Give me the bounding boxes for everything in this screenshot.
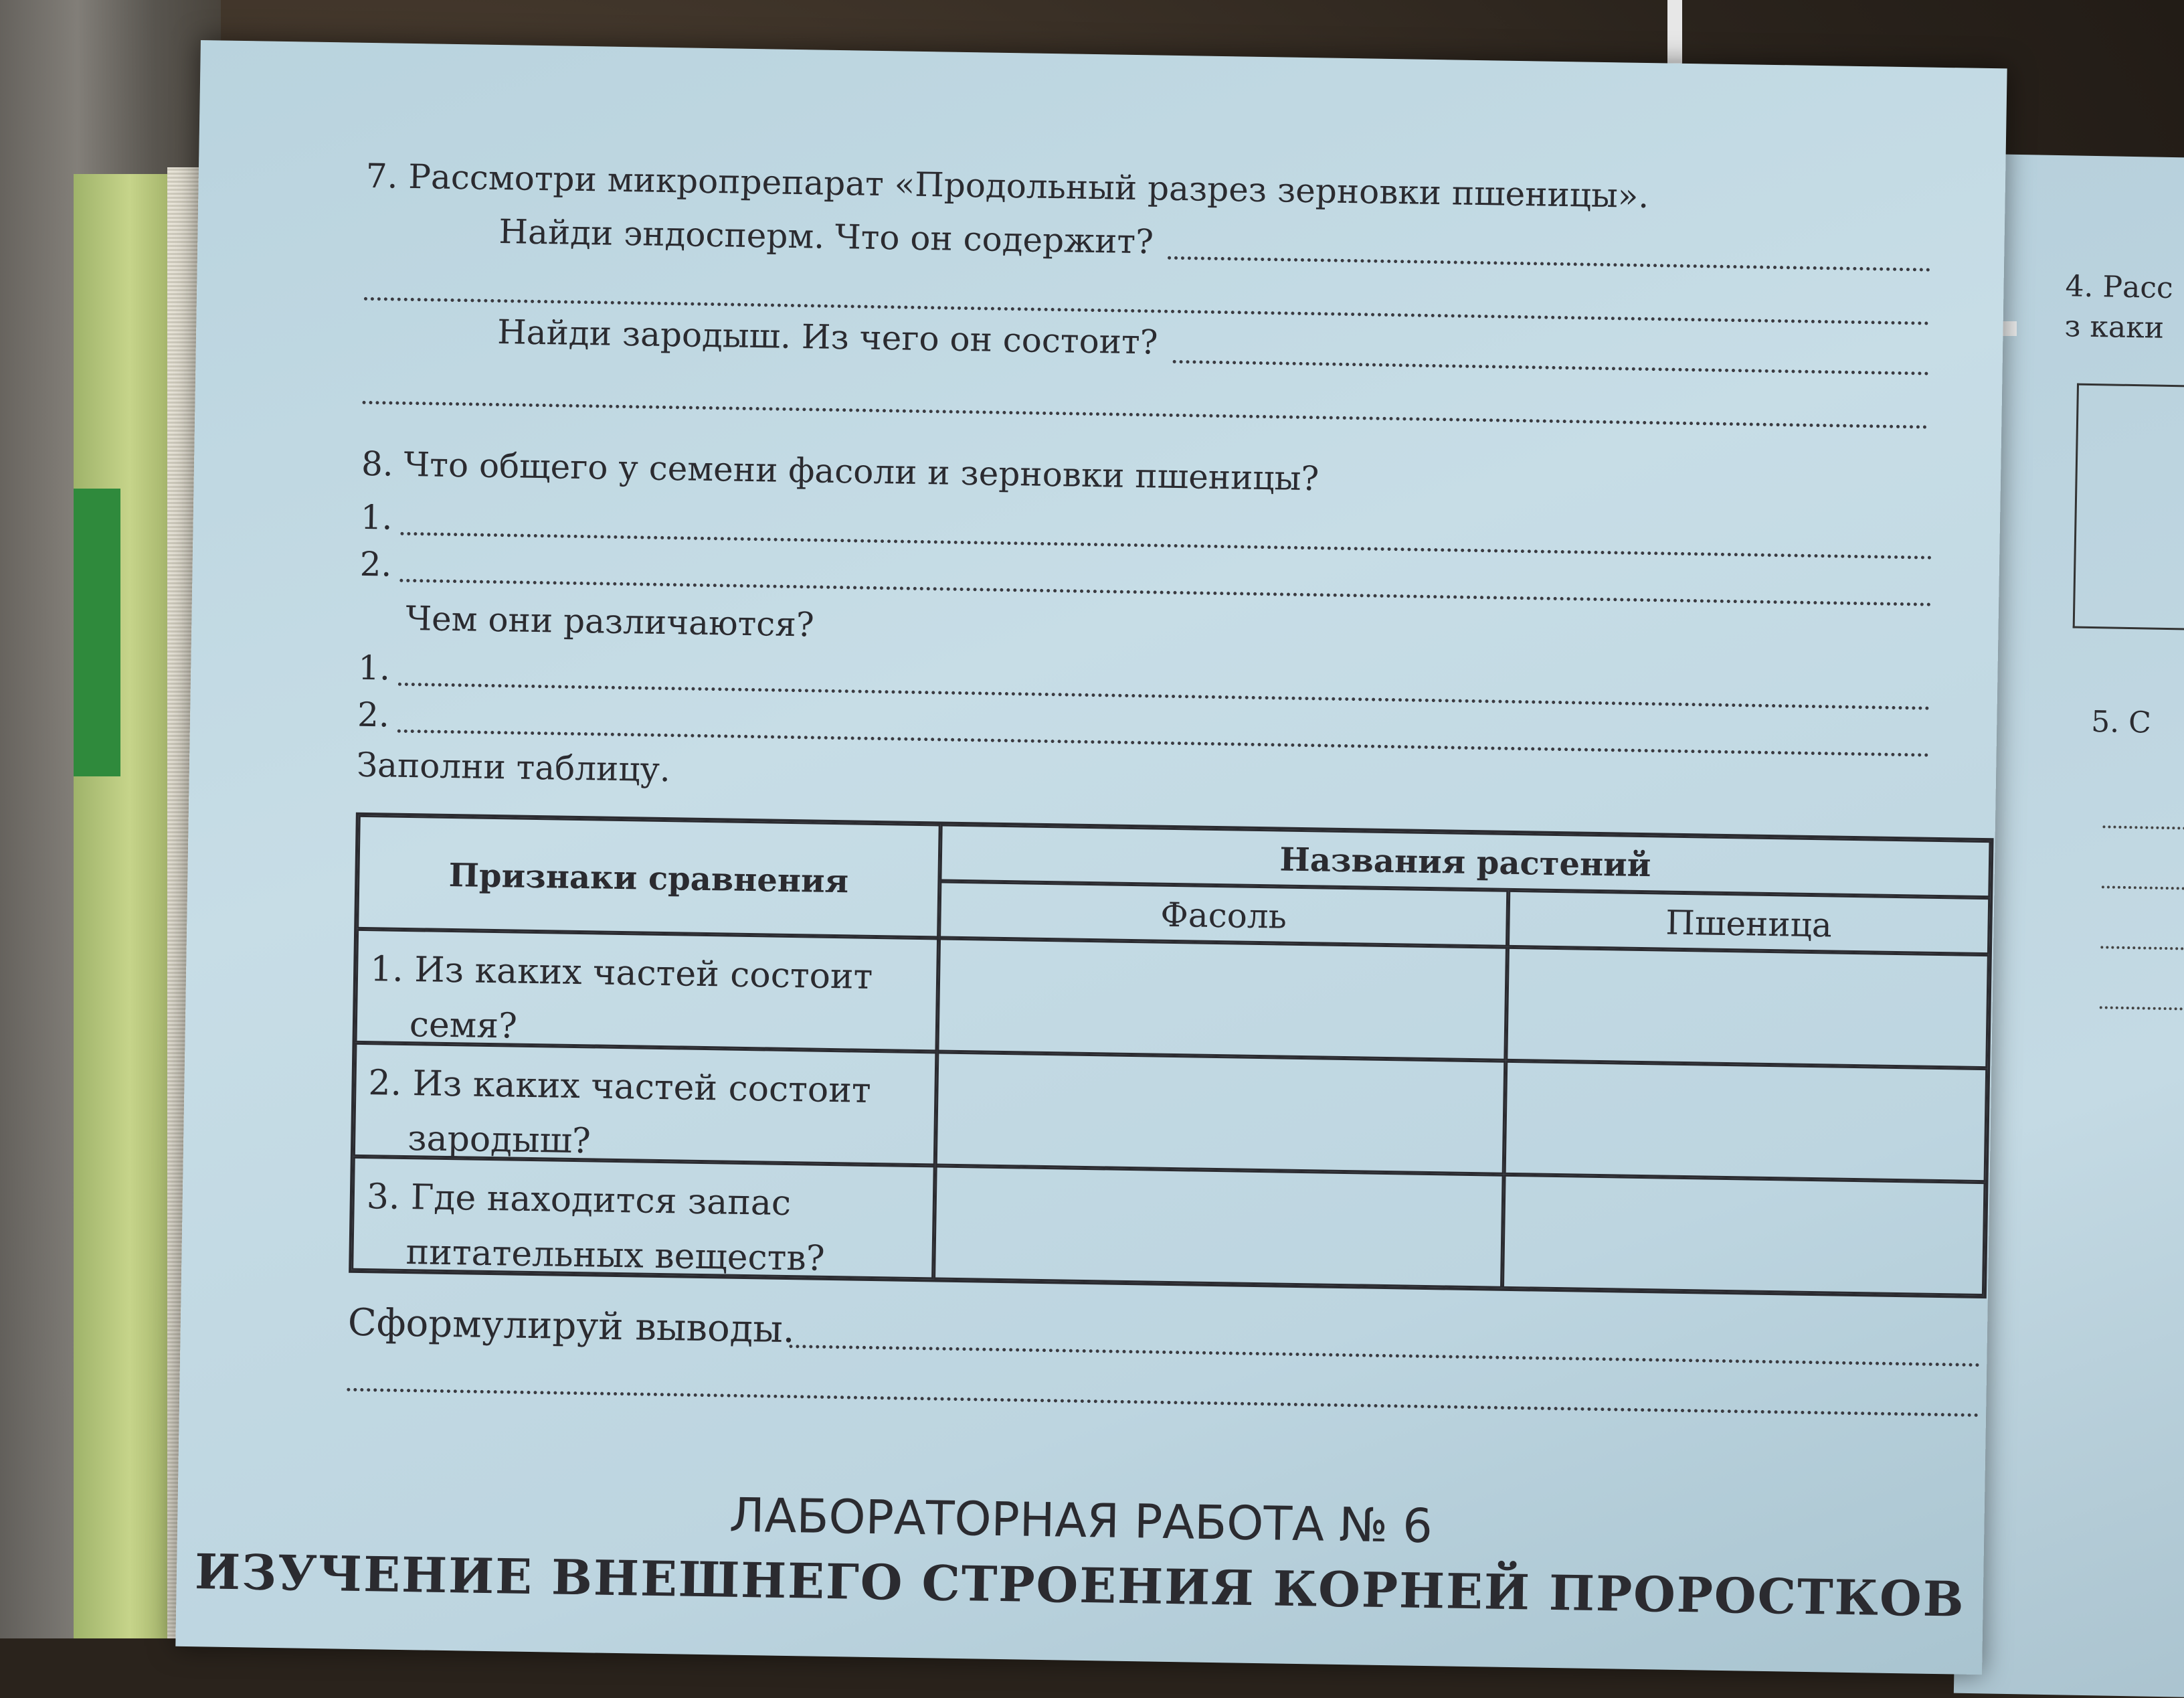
right-dots-4 [2100, 1006, 2184, 1011]
q7-heading: 7. Рассмотри микропрепарат «Продольный разрез зерновки пшеницы». [365, 156, 1649, 216]
plants-header: Названия растений [939, 825, 1991, 898]
q8-diff-1-line[interactable] [398, 683, 1930, 710]
q7-answer-line-2a[interactable] [1173, 360, 1929, 375]
wheat-cell-3[interactable] [1502, 1175, 1986, 1296]
right-dots-1 [2102, 825, 2184, 831]
q8-common-1-label: 1. [360, 497, 393, 537]
conclusion-line-1[interactable] [789, 1345, 1980, 1367]
q7-endosperm-question: Найди эндосперм. Что он содержит? [498, 212, 1154, 262]
right-dots-3 [2100, 946, 2184, 951]
comparison-table [349, 813, 1994, 1298]
right-drawing-box [2073, 384, 2184, 632]
q8-diff-1-label: 1. [357, 648, 391, 688]
fill-table-instruction: Заполни таблицу. [356, 745, 671, 790]
q8-common-2-label: 2. [359, 544, 392, 584]
bean-column-header: Фасоль [939, 881, 1508, 947]
q7-embryo-question: Найди зародыш. Из чего он состоит? [496, 313, 1158, 362]
criterion-2-line1: 2. Из каких частей состоит [368, 1063, 872, 1111]
wheat-cell-1[interactable] [1506, 947, 1989, 1068]
table-row-criterion-1 [355, 929, 939, 1052]
wheat-column-header: Пшеница [1508, 890, 1990, 954]
q7-answer-line-1a[interactable] [1168, 256, 1930, 272]
q8-diff-2-label: 2. [357, 695, 390, 735]
criterion-3-line2: питательных веществ? [405, 1232, 826, 1279]
q8-difference-question: Чем они различаются? [405, 598, 815, 645]
q8-common-1-line[interactable] [400, 532, 1932, 560]
bean-cell-2[interactable] [935, 1051, 1506, 1174]
criterion-1-line2: семя? [409, 1005, 518, 1047]
criterion-1-line1: 1. Из каких частей состоит [369, 949, 873, 997]
table-row-criterion-2 [353, 1043, 937, 1166]
q8-heading: 8. Что общего у семени фасоли и зерновки пшеницы? [361, 444, 1320, 499]
criterion-3-line1: 3. Где находится запас [366, 1177, 792, 1224]
q7-answer-line-2b[interactable] [362, 401, 1928, 429]
criterion-2-line2: зародыш? [407, 1118, 592, 1162]
wheat-cell-2[interactable] [1504, 1061, 1988, 1182]
conclusion-prompt: Сформулируй выводы. [347, 1300, 796, 1352]
right-q4-line1: 4. Расс [2065, 269, 2174, 306]
right-dots-2 [2102, 885, 2184, 891]
criteria-header: Признаки сравнения [357, 815, 941, 938]
lab-work-subtitle: ИЗУЧЕНИЕ ВНЕШНЕГО СТРОЕНИЯ КОРНЕЙ ПРОРОСТКОВ [194, 1543, 1966, 1628]
table-row-criterion-3 [351, 1157, 935, 1280]
lab-work-title: ЛАБОРАТОРНАЯ РАБОТА № 6 [729, 1487, 1433, 1554]
workbook-page [175, 40, 2007, 1675]
bean-cell-3[interactable] [933, 1165, 1504, 1288]
conclusion-line-2[interactable] [347, 1388, 1979, 1417]
right-q5: 5. С [2090, 705, 2152, 740]
bean-cell-1[interactable] [937, 938, 1508, 1060]
book-band [74, 489, 120, 776]
right-q4-line2: з каки [2064, 309, 2165, 345]
